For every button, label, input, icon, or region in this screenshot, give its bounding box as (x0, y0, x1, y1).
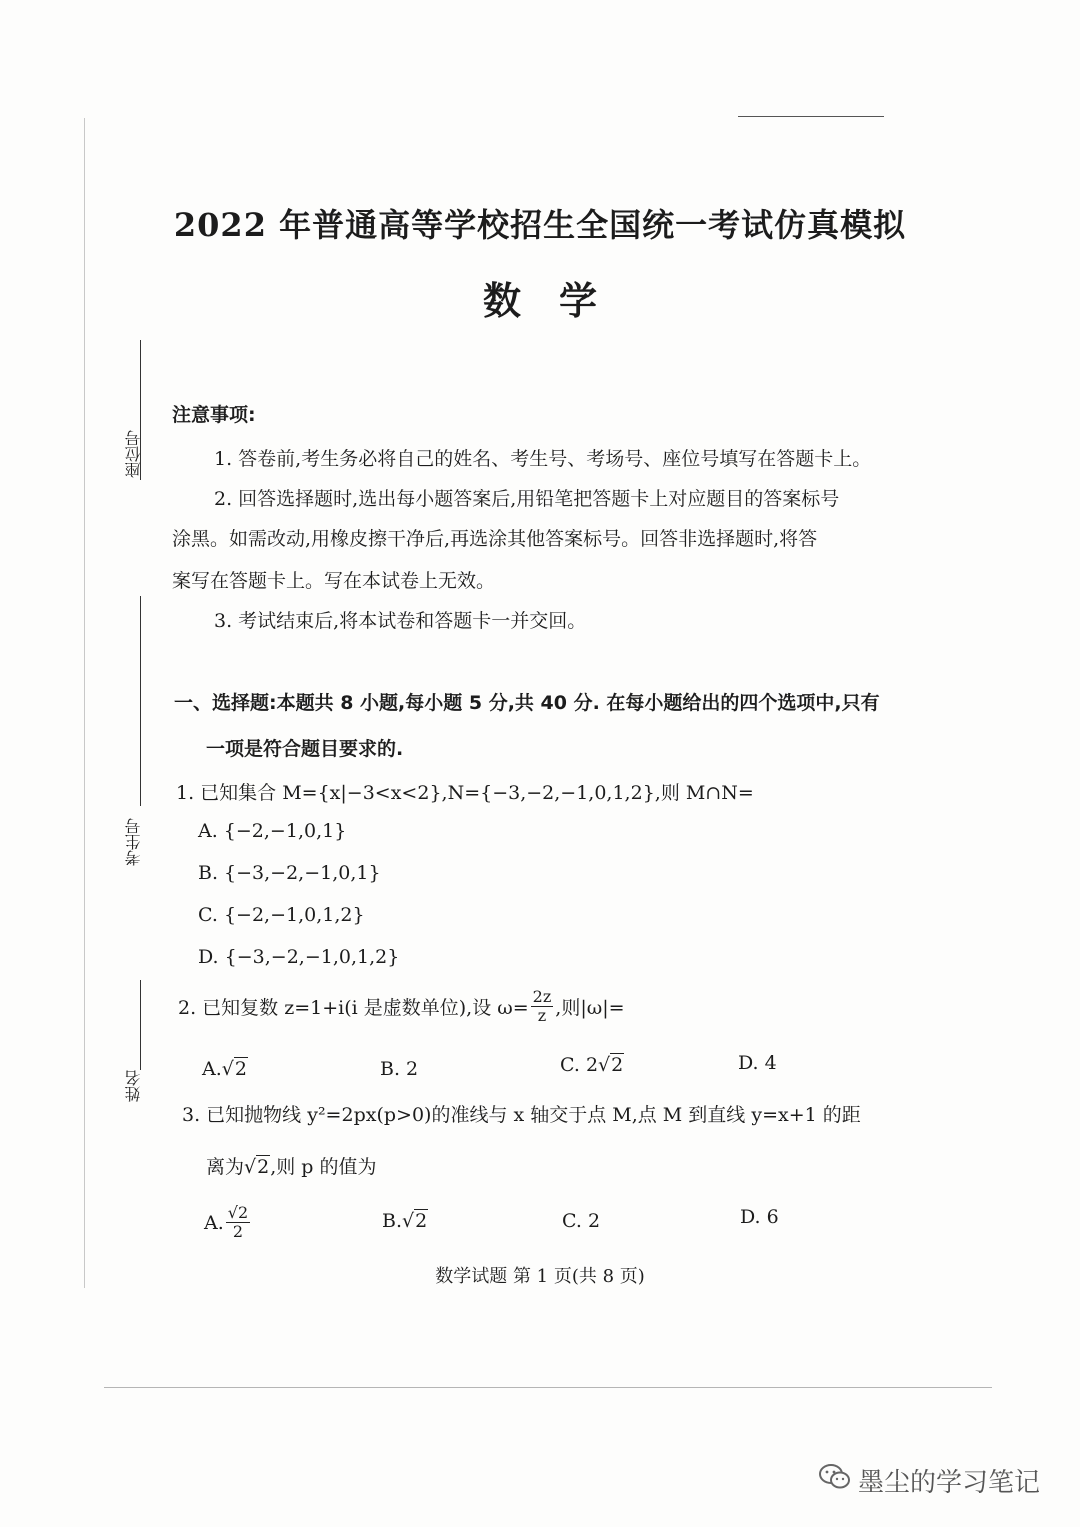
q2-a-radicand: 2 (234, 1058, 247, 1080)
page-footer: 数学试题 第 1 页(共 8 页) (435, 1266, 645, 1287)
q3-stem2-a: 离为 (206, 1156, 245, 1178)
q1-option-b: B. {−3,−2,−1,0,1} (198, 862, 381, 884)
q2-c-radicand: 2 (611, 1054, 624, 1076)
notice-heading: 注意事项: (172, 404, 256, 426)
bottom-rule (104, 1387, 992, 1388)
q1-option-c: C. {−2,−1,0,1,2} (198, 904, 365, 926)
watermark-text: 墨尘的学习笔记 (858, 1468, 1041, 1498)
question-2-stem (178, 988, 625, 1025)
sqrt-symbol: √2 (244, 1156, 270, 1178)
q3-option-b (382, 1210, 428, 1232)
notice-item-2-cont2: 案写在答题卡上。写在本试卷上无效。 (172, 570, 496, 592)
q1-option-d: D. {−3,−2,−1,0,1,2} (198, 946, 400, 968)
notice-item-2-cont: 涂黑。如需改动,用橡皮擦干净后,再选涂其他答案标号。回答非选择题时,将答 (172, 528, 818, 550)
q3-b-radicand: 2 (415, 1210, 428, 1232)
sqrt-symbol: √2 (402, 1210, 428, 1232)
q3-a-frac-den: 2 (232, 1222, 244, 1241)
q2-option-c (560, 1054, 624, 1076)
notice-item-1: 1. 答卷前,考生务必将自己的姓名、考生号、考场号、座位号填写在答题卡上。 (214, 448, 872, 470)
q2-a-prefix: A. (202, 1058, 222, 1080)
q3-radicand: 2 (257, 1156, 270, 1178)
name-label: 姓名 (124, 1070, 143, 1102)
q3-a-radicand: 2 (237, 1203, 249, 1222)
notice-item-2: 2. 回答选择题时,选出每小题答案后,用铅笔把答题卡上对应题目的答案标号 (214, 488, 840, 510)
q3-a-frac-num: √2 (227, 1203, 249, 1222)
q2-option-a (202, 1058, 248, 1080)
sqrt-symbol: √2 (598, 1054, 624, 1076)
q3-option-c: C. 2 (562, 1210, 601, 1232)
q3-a-fraction (226, 1204, 250, 1241)
q3-option-a (204, 1204, 252, 1241)
q2-frac-den: z (537, 1006, 547, 1025)
examinee-line (140, 596, 141, 806)
q2-option-d: D. 4 (738, 1052, 777, 1074)
q3-a-prefix: A. (204, 1211, 224, 1234)
q2-option-b: B. 2 (380, 1058, 419, 1080)
subject-title: 数 学 (482, 279, 597, 323)
question-3-stem-cont (206, 1152, 377, 1179)
seat-label: 座位号 (124, 430, 143, 478)
wechat-icon (818, 1462, 852, 1492)
q2-frac-num: 2z (532, 987, 552, 1006)
q3-option-d: D. 6 (740, 1206, 779, 1228)
top-rule (738, 116, 884, 117)
name-line (140, 980, 141, 1070)
section-heading: 一、选择题:本题共 8 小题,每小题 5 分,共 40 分. 在每小题给出的四个选项中,只有 (174, 692, 880, 714)
q2-c-prefix: C. 2 (560, 1054, 599, 1076)
question-1-stem: 1. 已知集合 M={x|−3<x<2},N={−3,−2,−1,0,1,2},则 M∩N= (176, 782, 754, 804)
q3-b-prefix: B. (382, 1210, 403, 1232)
q3-stem2-b: ,则 p 的值为 (270, 1156, 377, 1178)
notice-item-3: 3. 考试结束后,将本试卷和答题卡一并交回。 (214, 610, 587, 632)
q2-stem-b: ,则|ω|= (555, 997, 625, 1019)
q2-fraction (531, 988, 554, 1025)
q1-option-a: A. {−2,−1,0,1} (198, 820, 347, 842)
section-heading-cont: 一项是符合题目要求的. (206, 738, 404, 760)
question-3-stem: 3. 已知抛物线 y²=2px(p>0)的准线与 x 轴交于点 M,点 M 到直线 y=x+1 的距 (182, 1104, 861, 1126)
exam-title: 2022 年普通高等学校招生全国统一考试仿真模拟 (173, 206, 907, 244)
q2-stem-a: 2. 已知复数 z=1+i(i 是虚数单位),设 ω= (178, 997, 529, 1019)
sqrt-symbol: √2 (221, 1058, 247, 1080)
examinee-label: 考生号 (124, 818, 143, 866)
